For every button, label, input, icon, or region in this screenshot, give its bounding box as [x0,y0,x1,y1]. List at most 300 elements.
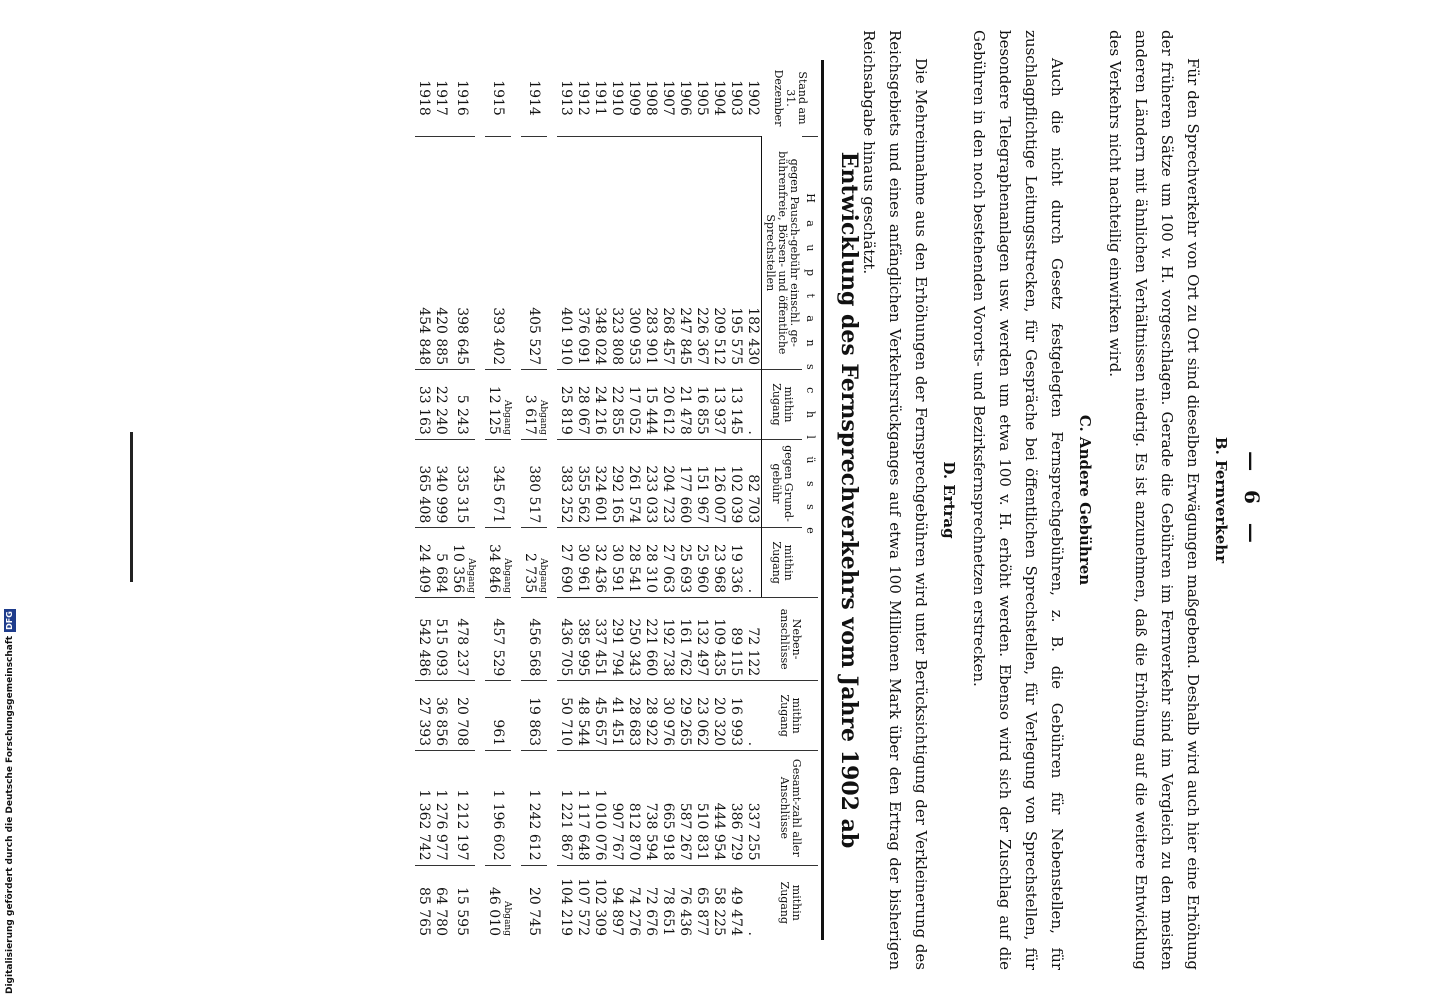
year-cell [659,60,676,137]
cell-value: 324 601 [592,465,608,524]
cell-value: 738 594 [643,802,659,861]
table-row [415,60,432,940]
value-cell [608,751,625,866]
cell-value: 65 877 [694,887,710,936]
cell-value: 27 063 [660,544,676,594]
row-spacer [547,60,557,940]
cell-value: 337 255 [745,802,762,861]
cell-value: . [745,430,761,435]
table-row [521,60,547,940]
cell-value: 1 362 742 [416,789,432,861]
col-mithin3: mithin Zugang [762,681,819,751]
value-cell [744,751,762,866]
cell-value: 401 910 [558,307,574,366]
value-cell [642,528,659,598]
spacer-cell [475,60,485,940]
cell-value: 16 993 [728,697,744,747]
col-stand: Stand am 31. Dezember [771,69,809,127]
value-cell [432,439,449,527]
value-cell [521,528,547,598]
cell-value: 457 529 [490,618,507,677]
cell-value: 1902 [745,80,762,116]
value-cell [521,137,547,370]
cell-value: 1913 [558,80,574,116]
cell-value: 454 848 [416,307,432,366]
row-spacer [475,60,485,940]
value-cell [432,137,449,370]
cell-value: 398 645 [454,307,471,366]
cell-value: 104 219 [558,878,574,936]
section-b-paragraph [1102,30,1206,970]
cell-value: 261 574 [626,465,642,524]
cell-value: 1906 [677,80,693,116]
value-cell [642,370,659,440]
table-top-rule [821,60,824,940]
year-cell [485,60,511,137]
value-cell [415,865,432,940]
value-cell [485,751,511,866]
cell-value: 1909 [626,80,642,116]
abgang-label: Abgang [502,901,512,936]
cell-value: 15 595 [454,887,471,936]
value-cell [432,865,449,940]
value-cell [591,865,608,940]
table-row [574,60,591,940]
credit-text: Digitalisierung gefördert durch die Deutsche Forschungsgemeinschaft [5,635,15,994]
cell-value: 10 356 [450,544,466,594]
cell-value: 515 093 [433,618,449,677]
value-cell [710,681,727,751]
cell-value: 961 [490,719,507,747]
cell-value: 335 315 [454,465,471,524]
cell-value: 510 831 [694,802,710,861]
section-b-text: Für den Sprechverkehr von Ort zu Ort sind dieselben Erwägungen maßgebend. Deshalb wird auch hier eine Erhöhung der früheren Sätze um 100 v. H. vorgeschlagen. Gerade die Gebühren im Fernverkehr sind im Vergleich zu den meisten anderen Ländern mit ähnlichen Verhältnissen niedrig. Es ist anzunehmen, daß die Erhöhung auf die weitere Entwicklung des Verkehrs nicht nachteilig einwirken wird. [1106,30,1202,970]
cell-value: 23 062 [694,697,710,747]
col-neben: Neben-anschlüsse [762,598,819,681]
cell-value: 348 024 [592,307,608,366]
cell-value: 30 961 [575,544,591,594]
cell-value: 72 122 [745,627,762,677]
value-cell [642,681,659,751]
value-cell [521,751,547,866]
value-cell [415,528,432,598]
cell-value: 1912 [575,80,591,116]
value-cell [449,598,475,681]
value-cell [521,681,547,751]
col-grund: gegen Grund-gebühr [762,439,803,527]
table-row [557,60,574,940]
cell-value: 283 901 [643,307,659,366]
value-cell [693,865,710,940]
cell-value: 36 856 [433,697,449,747]
value-cell [485,439,511,527]
cell-value: 380 517 [526,465,543,524]
value-cell [693,439,710,527]
cell-value: 50 710 [558,697,574,747]
cell-value: 25 960 [694,544,710,594]
value-cell [521,439,547,527]
cell-value: 28 310 [643,544,659,594]
cell-value: 444 954 [711,802,727,861]
cell-value: 1 196 602 [490,789,507,861]
value-cell [727,598,744,681]
cell-value: 20 612 [660,385,676,435]
cell-value: 20 708 [454,697,471,747]
cell-value: 32 436 [592,544,608,594]
value-cell [485,865,511,940]
digitization-credit [2,606,18,994]
abgang-label: Abgang [502,399,512,435]
cell-value: 126 007 [711,465,727,524]
rotated-page-content [90,30,1270,970]
cell-value: 161 762 [677,618,693,677]
value-cell [485,681,511,751]
cell-value: 1911 [592,80,608,116]
cell-value: 405 527 [526,307,543,366]
value-cell [449,865,475,940]
cell-value: 1 117 648 [575,789,591,861]
value-cell [449,439,475,527]
table-row [485,60,511,940]
table-row [642,60,659,940]
value-cell [744,681,762,751]
value-cell [744,137,762,370]
section-c-text: Auch die nicht durch Gesetz festgelegten Fernsprechgebühren, z. B. die Gebühren für Nebenstellen, für zuschlagpflichtige Leitungsstrecken, für Gespräche bei öffentlichen Sprechstellen, für Verlegung von Sprechstellen, für besondere Telegraphenanlagen usw. werden um etwa 100 v. H. erhöht werden. Ebenso wird sich der Zuschlag auf die Gebühren in den noch bestehenden Vororts- und Bezirksfernsprechnetzen erstrecken. [970,30,1066,970]
cell-value: 102 039 [728,465,744,524]
value-cell [557,137,574,370]
value-cell [591,528,608,598]
value-cell [676,528,693,598]
value-cell [608,681,625,751]
table-row [432,60,449,940]
cell-value: . [745,741,762,747]
value-cell [710,137,727,370]
cell-value: 64 780 [433,887,449,936]
value-cell [659,751,676,866]
cell-value: 12 125 [486,385,502,435]
cell-value: 72 676 [643,887,659,936]
cell-value: 436 705 [558,618,574,677]
value-cell [485,528,511,598]
cell-value: 28 683 [626,697,642,747]
value-cell [744,865,762,940]
abgang-label: Abgang [538,558,548,594]
value-cell [432,528,449,598]
value-cell [574,370,591,440]
cell-value: 20 745 [526,887,543,936]
value-cell [710,370,727,440]
value-cell [449,137,475,370]
cell-value: 28 067 [575,385,591,435]
abgang-label: Abgang [502,558,512,594]
cell-value: 34 846 [486,544,502,594]
cell-value: 456 568 [526,618,543,677]
cell-value: 420 885 [433,307,449,366]
value-cell [591,598,608,681]
value-cell [676,137,693,370]
cell-value: 907 767 [609,802,625,861]
col-mithin1: mithin Zugang [762,370,803,440]
value-cell [574,865,591,940]
cell-value: 3 617 [522,394,538,435]
value-cell [415,439,432,527]
cell-value: 587 267 [677,802,693,861]
value-cell [415,598,432,681]
value-cell [557,751,574,866]
table-row [710,60,727,940]
value-cell [557,528,574,598]
cell-value: 812 870 [626,802,642,861]
value-cell [642,751,659,866]
value-cell [521,598,547,681]
year-cell [432,60,449,137]
value-cell [710,865,727,940]
value-cell [557,439,574,527]
value-cell [727,865,744,940]
cell-value: 25 819 [558,385,574,435]
table-row [608,60,625,940]
value-cell [693,751,710,866]
cell-value: 323 808 [609,307,625,366]
cell-value: 1914 [526,80,543,116]
value-cell [608,370,625,440]
value-cell [625,598,642,681]
cell-value: 1916 [454,80,471,116]
table-row [744,60,762,940]
value-cell [608,137,625,370]
year-cell [449,60,475,137]
value-cell [574,439,591,527]
value-cell [485,137,511,370]
value-cell [625,370,642,440]
cell-value: 1905 [694,80,710,116]
table-row [693,60,710,940]
value-cell [642,598,659,681]
year-cell [557,60,574,137]
cell-value: 376 091 [575,307,591,366]
cell-value: 177 660 [677,465,693,524]
col-mithin2: mithin Zugang [762,528,803,598]
cell-value: 17 052 [626,385,642,435]
value-cell [608,865,625,940]
year-cell [415,60,432,137]
cell-value: 345 671 [490,465,507,524]
value-cell [710,598,727,681]
margin-mark [130,432,133,582]
year-cell [642,60,659,137]
value-cell [744,528,762,598]
year-cell [710,60,727,137]
cell-value: 250 343 [626,618,642,677]
value-cell [557,681,574,751]
value-cell [676,439,693,527]
cell-value: 2 735 [522,552,538,594]
cell-value: 1908 [643,80,659,116]
cell-value: 1917 [433,80,449,116]
value-cell [432,370,449,440]
cell-value: 233 033 [643,465,659,524]
cell-value: 24 216 [592,385,608,435]
section-c-heading: C. Andere Gebühren [1076,414,1094,586]
year-cell [693,60,710,137]
cell-value: 300 953 [626,307,642,366]
cell-value: 23 968 [711,544,727,594]
value-cell [659,137,676,370]
value-cell [693,370,710,440]
cell-value: 247 845 [677,307,693,366]
table-title: Entwicklung des Fernsprechverkehrs vom Jahre 1902 ab [836,151,862,849]
cell-value: 204 723 [660,465,676,524]
value-cell [744,598,762,681]
cell-value: 76 436 [677,887,693,936]
cell-value: 21 478 [677,385,693,435]
cell-value: 132 497 [694,618,710,677]
cell-value: 22 855 [609,385,625,435]
cell-value: 102 309 [592,878,608,936]
cell-value: 41 451 [609,697,625,747]
cell-value: 340 999 [433,465,449,524]
cell-value: 1 221 867 [558,789,574,861]
cell-value: 19 336 [728,544,744,594]
cell-value: 221 660 [643,618,659,677]
statistics-table [415,60,818,940]
cell-value: 1 242 612 [526,789,543,861]
page-number: — 6 — [1240,451,1264,549]
value-cell [591,751,608,866]
cell-value: 15 444 [643,385,659,435]
cell-value: 22 240 [433,385,449,435]
cell-value: 25 693 [677,544,693,594]
cell-value: 16 855 [694,385,710,435]
value-cell [485,370,511,440]
cell-value: 365 408 [416,465,432,524]
row-spacer [511,60,521,940]
cell-value: 20 320 [711,697,727,747]
cell-value: 29 265 [677,697,693,747]
value-cell [744,439,762,527]
cell-value: 665 918 [660,802,676,861]
value-cell [676,598,693,681]
value-cell [676,751,693,866]
value-cell [625,137,642,370]
cell-value: . [745,931,762,936]
value-cell [432,681,449,751]
cell-value: 45 657 [592,697,608,747]
cell-value: 19 863 [526,697,543,747]
table-row [676,60,693,940]
cell-value: 28 922 [643,697,659,747]
value-cell [574,137,591,370]
cell-value: 33 163 [416,385,432,435]
cell-value: 107 572 [575,878,591,936]
value-cell [693,137,710,370]
value-cell [625,439,642,527]
cell-value: 1 276 977 [433,789,449,861]
year-cell [744,60,762,137]
value-cell [591,681,608,751]
cell-value: 1904 [711,80,727,116]
section-c-paragraph [966,30,1070,970]
value-cell [608,439,625,527]
table-row [727,60,744,940]
cell-value: 5 684 [433,552,449,594]
value-cell [727,137,744,370]
value-cell [415,751,432,866]
cell-value: 82 703 [745,474,761,524]
value-cell [449,751,475,866]
year-cell [727,60,744,137]
value-cell [608,528,625,598]
cell-value: 13 937 [711,385,727,435]
value-cell [415,681,432,751]
value-cell [693,681,710,751]
value-cell [625,681,642,751]
value-cell [642,137,659,370]
value-cell [659,370,676,440]
cell-value: 268 457 [660,307,676,366]
value-cell [591,137,608,370]
table-row [659,60,676,940]
value-cell [432,598,449,681]
cell-value: 386 729 [728,802,744,861]
value-cell [659,528,676,598]
cell-value: 27 690 [558,544,574,594]
cell-value: 48 544 [575,697,591,747]
year-cell [574,60,591,137]
table-row [625,60,642,940]
cell-value: 337 451 [592,618,608,677]
value-cell [676,681,693,751]
value-cell [432,751,449,866]
abgang-label: Abgang [538,399,548,435]
cell-value: 89 115 [728,627,744,677]
value-cell [727,681,744,751]
abgang-label: Abgang [466,558,476,594]
value-cell [710,528,727,598]
year-cell [591,60,608,137]
value-cell [659,439,676,527]
cell-value: 1903 [728,80,744,116]
cell-value: 24 409 [416,544,432,594]
value-cell [727,439,744,527]
value-cell [693,528,710,598]
value-cell [642,439,659,527]
cell-value: 355 562 [575,465,591,524]
cell-value: 58 225 [711,887,727,936]
cell-value: 195 575 [728,307,744,366]
value-cell [591,439,608,527]
value-cell [449,681,475,751]
cell-value: . [745,588,761,594]
cell-value: 1915 [490,80,507,116]
value-cell [449,528,475,598]
value-cell [642,865,659,940]
value-cell [744,370,762,440]
cell-value: 542 486 [416,618,432,677]
cell-value: 182 430 [745,307,761,366]
cell-value: 1 010 076 [592,789,608,861]
cell-value: 1910 [609,80,625,116]
value-cell [591,370,608,440]
cell-value: 209 512 [711,307,727,366]
cell-value: 13 145 [728,385,744,435]
year-cell [608,60,625,137]
value-cell [676,865,693,940]
value-cell [574,528,591,598]
value-cell [557,598,574,681]
cell-value: 383 252 [558,465,574,524]
value-cell [557,370,574,440]
